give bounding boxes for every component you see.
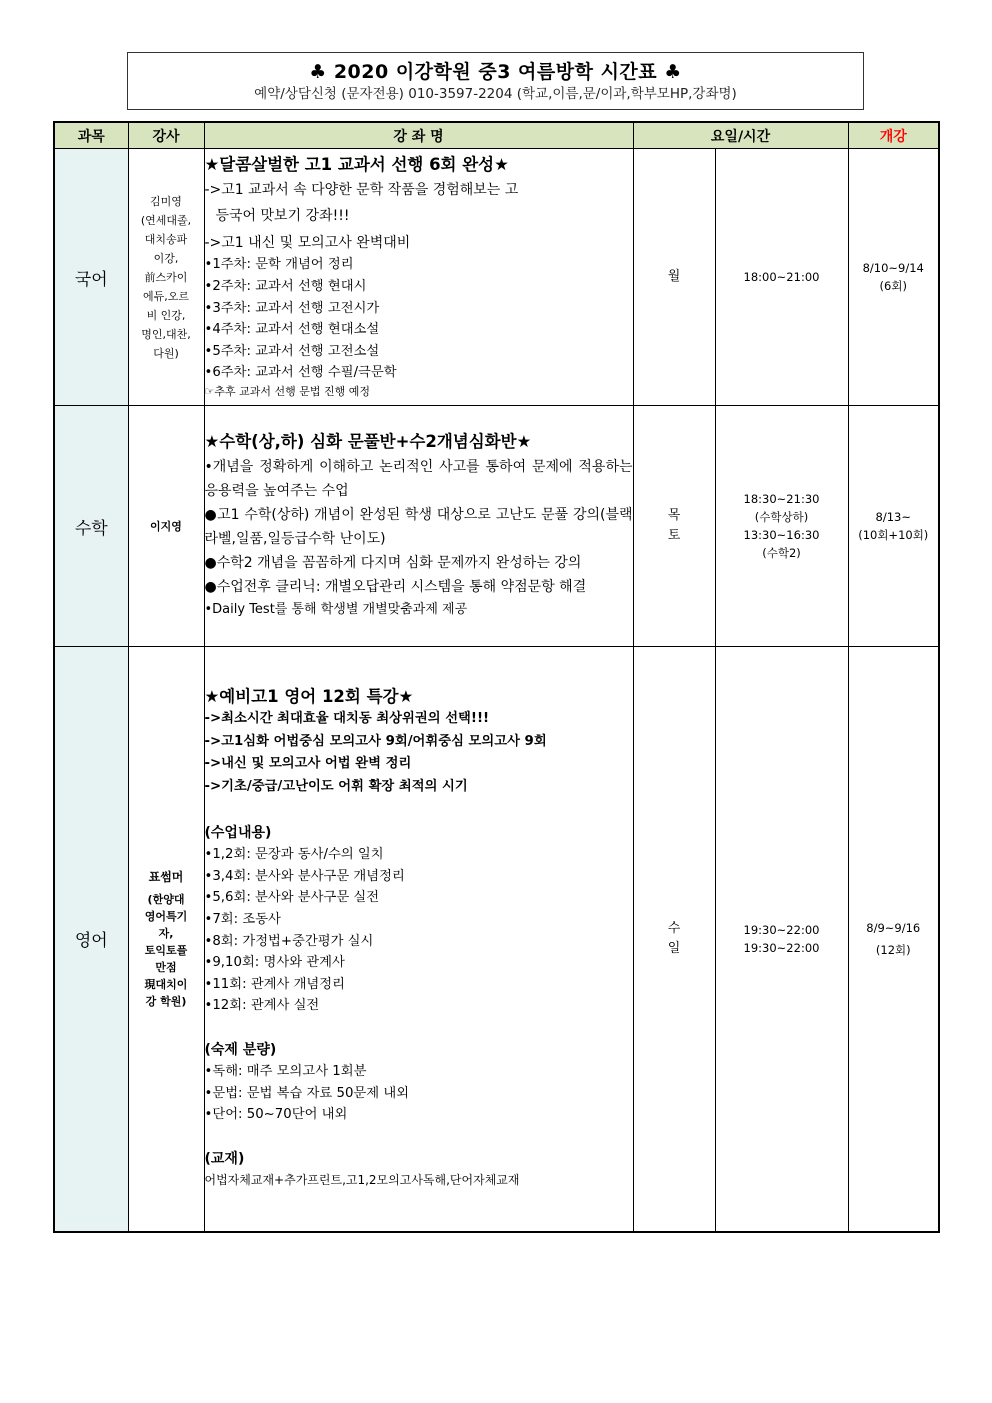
teacher-name: 이지영 <box>150 519 182 533</box>
time-line: 13:30~16:30 <box>743 528 820 542</box>
homework-item: •문법: 문법 복습 자료 50문제 내외 <box>204 1085 410 1101</box>
open-count: (12회) <box>875 942 911 957</box>
content-item: •5,6회: 분사와 분사구문 실전 <box>204 890 380 906</box>
header-schedule: 요일/시간 <box>633 122 848 149</box>
teacher-line: 김미영 <box>150 194 182 208</box>
teacher-line: 前스카이 <box>144 270 188 284</box>
subject-math: 수학 <box>54 406 128 647</box>
course-intro: 등국어 맛보기 강좌!!! <box>215 208 350 225</box>
time-english <box>715 647 848 1232</box>
course-week: •2주차: 교과서 선행 현대시 <box>204 279 367 295</box>
content-item: •12회: 관계사 실전 <box>204 998 320 1014</box>
teacher-math <box>128 406 204 647</box>
header-open: 개강 <box>848 122 939 149</box>
teacher-line: 강 학원) <box>145 994 187 1008</box>
teacher-line: 現대치이 <box>144 977 188 991</box>
course-title: ★수학(상,하) 심화 문풀반+수2개념심화반★ <box>204 432 532 452</box>
section-heading: (숙제 분량) <box>204 1041 277 1058</box>
table-row-korean <box>54 149 939 406</box>
day-line: 목 <box>667 508 681 523</box>
time-line: (수학상하) <box>754 510 809 524</box>
header-course: 강 좌 명 <box>204 122 633 149</box>
open-date: 8/13~ <box>875 510 911 524</box>
course-paragraph: ●고1 수학(상하) 개념이 완성된 학생 대상으로 고난도 문풀 강의(블랙라벨,일품,일등급수학 난이도) <box>204 507 633 548</box>
content-item: •1,2회: 문장과 동사/수의 일치 <box>204 847 384 863</box>
teacher-line: 비 인강, <box>146 308 186 322</box>
course-paragraph: ●수업전후 클리닉: 개별오답관리 시스템을 통해 약점문항 해결 <box>204 579 587 596</box>
time-line: 19:30~22:00 <box>743 940 820 955</box>
header-teacher: 강사 <box>128 122 204 149</box>
content-item: •7회: 조동사 <box>204 911 281 927</box>
course-paragraph: ●수학2 개념을 꼼꼼하게 다지며 심화 문제까지 완성하는 강의 <box>204 555 582 572</box>
course-intro: ->고1 교과서 속 다양한 문학 작품을 경험해보는 고 <box>204 181 519 198</box>
time-line: 18:30~21:30 <box>743 492 820 506</box>
day-korean: 월 <box>633 149 715 406</box>
course-point: ->고1심화 어법중심 모의고사 9회/어휘중심 모의고사 9회 <box>204 733 547 749</box>
contact-info: 예약/상담신청 (문자전용) 010-3597-2204 (학교,이름,문/이과,학부모HP,강좌명) <box>254 86 737 102</box>
teacher-korean <box>128 149 204 406</box>
section-heading: (수업내용) <box>204 825 272 842</box>
table-row-math <box>54 406 939 647</box>
teacher-line: (한양대 <box>147 892 185 906</box>
teacher-line: 에듀,오르 <box>142 289 189 303</box>
course-note: ☞추후 교과서 선행 문법 진행 예정 <box>204 385 370 399</box>
open-count: (10회+10회) <box>858 528 929 542</box>
open-date: 8/9~9/16 <box>866 920 921 935</box>
homework-item: •단어: 50~70단어 내외 <box>204 1107 348 1123</box>
content-item: •8회: 가정법+중간평가 실시 <box>204 933 374 949</box>
course-week: •1주차: 문학 개념어 정리 <box>204 257 354 273</box>
course-title: ★예비고1 영어 12회 특강★ <box>204 687 414 707</box>
section-heading: (교재) <box>204 1150 245 1167</box>
course-title: ★달콤살벌한 고1 교과서 선행 6회 완성★ <box>204 154 509 174</box>
course-math <box>204 406 633 647</box>
time-math <box>715 406 848 647</box>
teacher-line: 대치송파 <box>144 232 188 246</box>
teacher-line: 명인,대찬, <box>141 327 191 341</box>
content-item: •11회: 관계사 개념정리 <box>204 976 345 992</box>
course-english <box>204 647 633 1232</box>
teacher-line: 만점 <box>155 960 177 974</box>
teacher-name: 표썸머 <box>148 869 184 884</box>
course-korean <box>204 149 633 406</box>
content-item: •9,10회: 명사와 관계사 <box>204 955 345 971</box>
course-week: •5주차: 교과서 선행 고전소설 <box>204 343 380 359</box>
open-english <box>848 647 939 1232</box>
course-point: ->내신 및 모의고사 어법 완벽 정리 <box>204 756 412 772</box>
teacher-english <box>128 647 204 1232</box>
open-korean <box>848 149 939 406</box>
header-subject: 과목 <box>54 122 128 149</box>
day-math <box>633 406 715 647</box>
course-point: ->최소시간 최대효율 대치동 최상위권의 선택!!! <box>204 711 490 727</box>
header-box <box>127 52 864 110</box>
course-point: ->기초/중급/고난이도 어휘 확장 최적의 시기 <box>204 778 468 794</box>
teacher-line: 토익토플 <box>144 943 188 957</box>
subject-english: 영어 <box>54 647 128 1232</box>
day-line: 일 <box>667 940 681 956</box>
course-week: •6주차: 교과서 선행 수필/극문학 <box>204 365 397 381</box>
day-line: 토 <box>667 528 681 543</box>
teacher-line: 영어특기 <box>144 909 188 923</box>
open-count: (6회) <box>879 279 907 293</box>
course-intro: ->고1 내신 및 모의고사 완벽대비 <box>204 234 411 251</box>
course-week: •4주차: 교과서 선행 현대소설 <box>204 322 380 338</box>
table-row-english <box>54 647 939 1232</box>
open-math <box>848 406 939 647</box>
course-paragraph: •Daily Test를 통해 학생별 개별맞춤과제 제공 <box>204 602 468 618</box>
subject-korean: 국어 <box>54 149 128 406</box>
teacher-line: 이강, <box>153 251 179 265</box>
page-title: ♣ 2020 이강학원 중3 여름방학 시간표 ♣ <box>309 61 682 83</box>
timetable <box>53 121 940 1233</box>
teacher-line: (연세대졸, <box>140 213 192 227</box>
time-line: (수학2) <box>762 546 801 560</box>
course-paragraph: •개념을 정확하게 이해하고 논리적인 사고를 통하여 문제에 적용하는 응용력을 높여주는 수업 <box>204 459 633 500</box>
course-week: •3주차: 교과서 선행 고전시가 <box>204 300 380 316</box>
table-header-row <box>54 122 939 149</box>
day-line: 수 <box>667 920 681 936</box>
textbook-text: 어법자체교재+추가프린트,고1,2모의고사독해,단어자체교재 <box>204 1172 520 1187</box>
homework-item: •독해: 매주 모의고사 1회분 <box>204 1063 367 1079</box>
teacher-line: 자, <box>158 926 174 940</box>
day-english <box>633 647 715 1232</box>
content-item: •3,4회: 분사와 분사구문 개념정리 <box>204 868 405 884</box>
time-line: 19:30~22:00 <box>743 922 820 937</box>
open-date: 8/10~9/14 <box>862 261 924 275</box>
time-korean: 18:00~21:00 <box>715 149 848 406</box>
teacher-line: 다원) <box>153 346 179 360</box>
